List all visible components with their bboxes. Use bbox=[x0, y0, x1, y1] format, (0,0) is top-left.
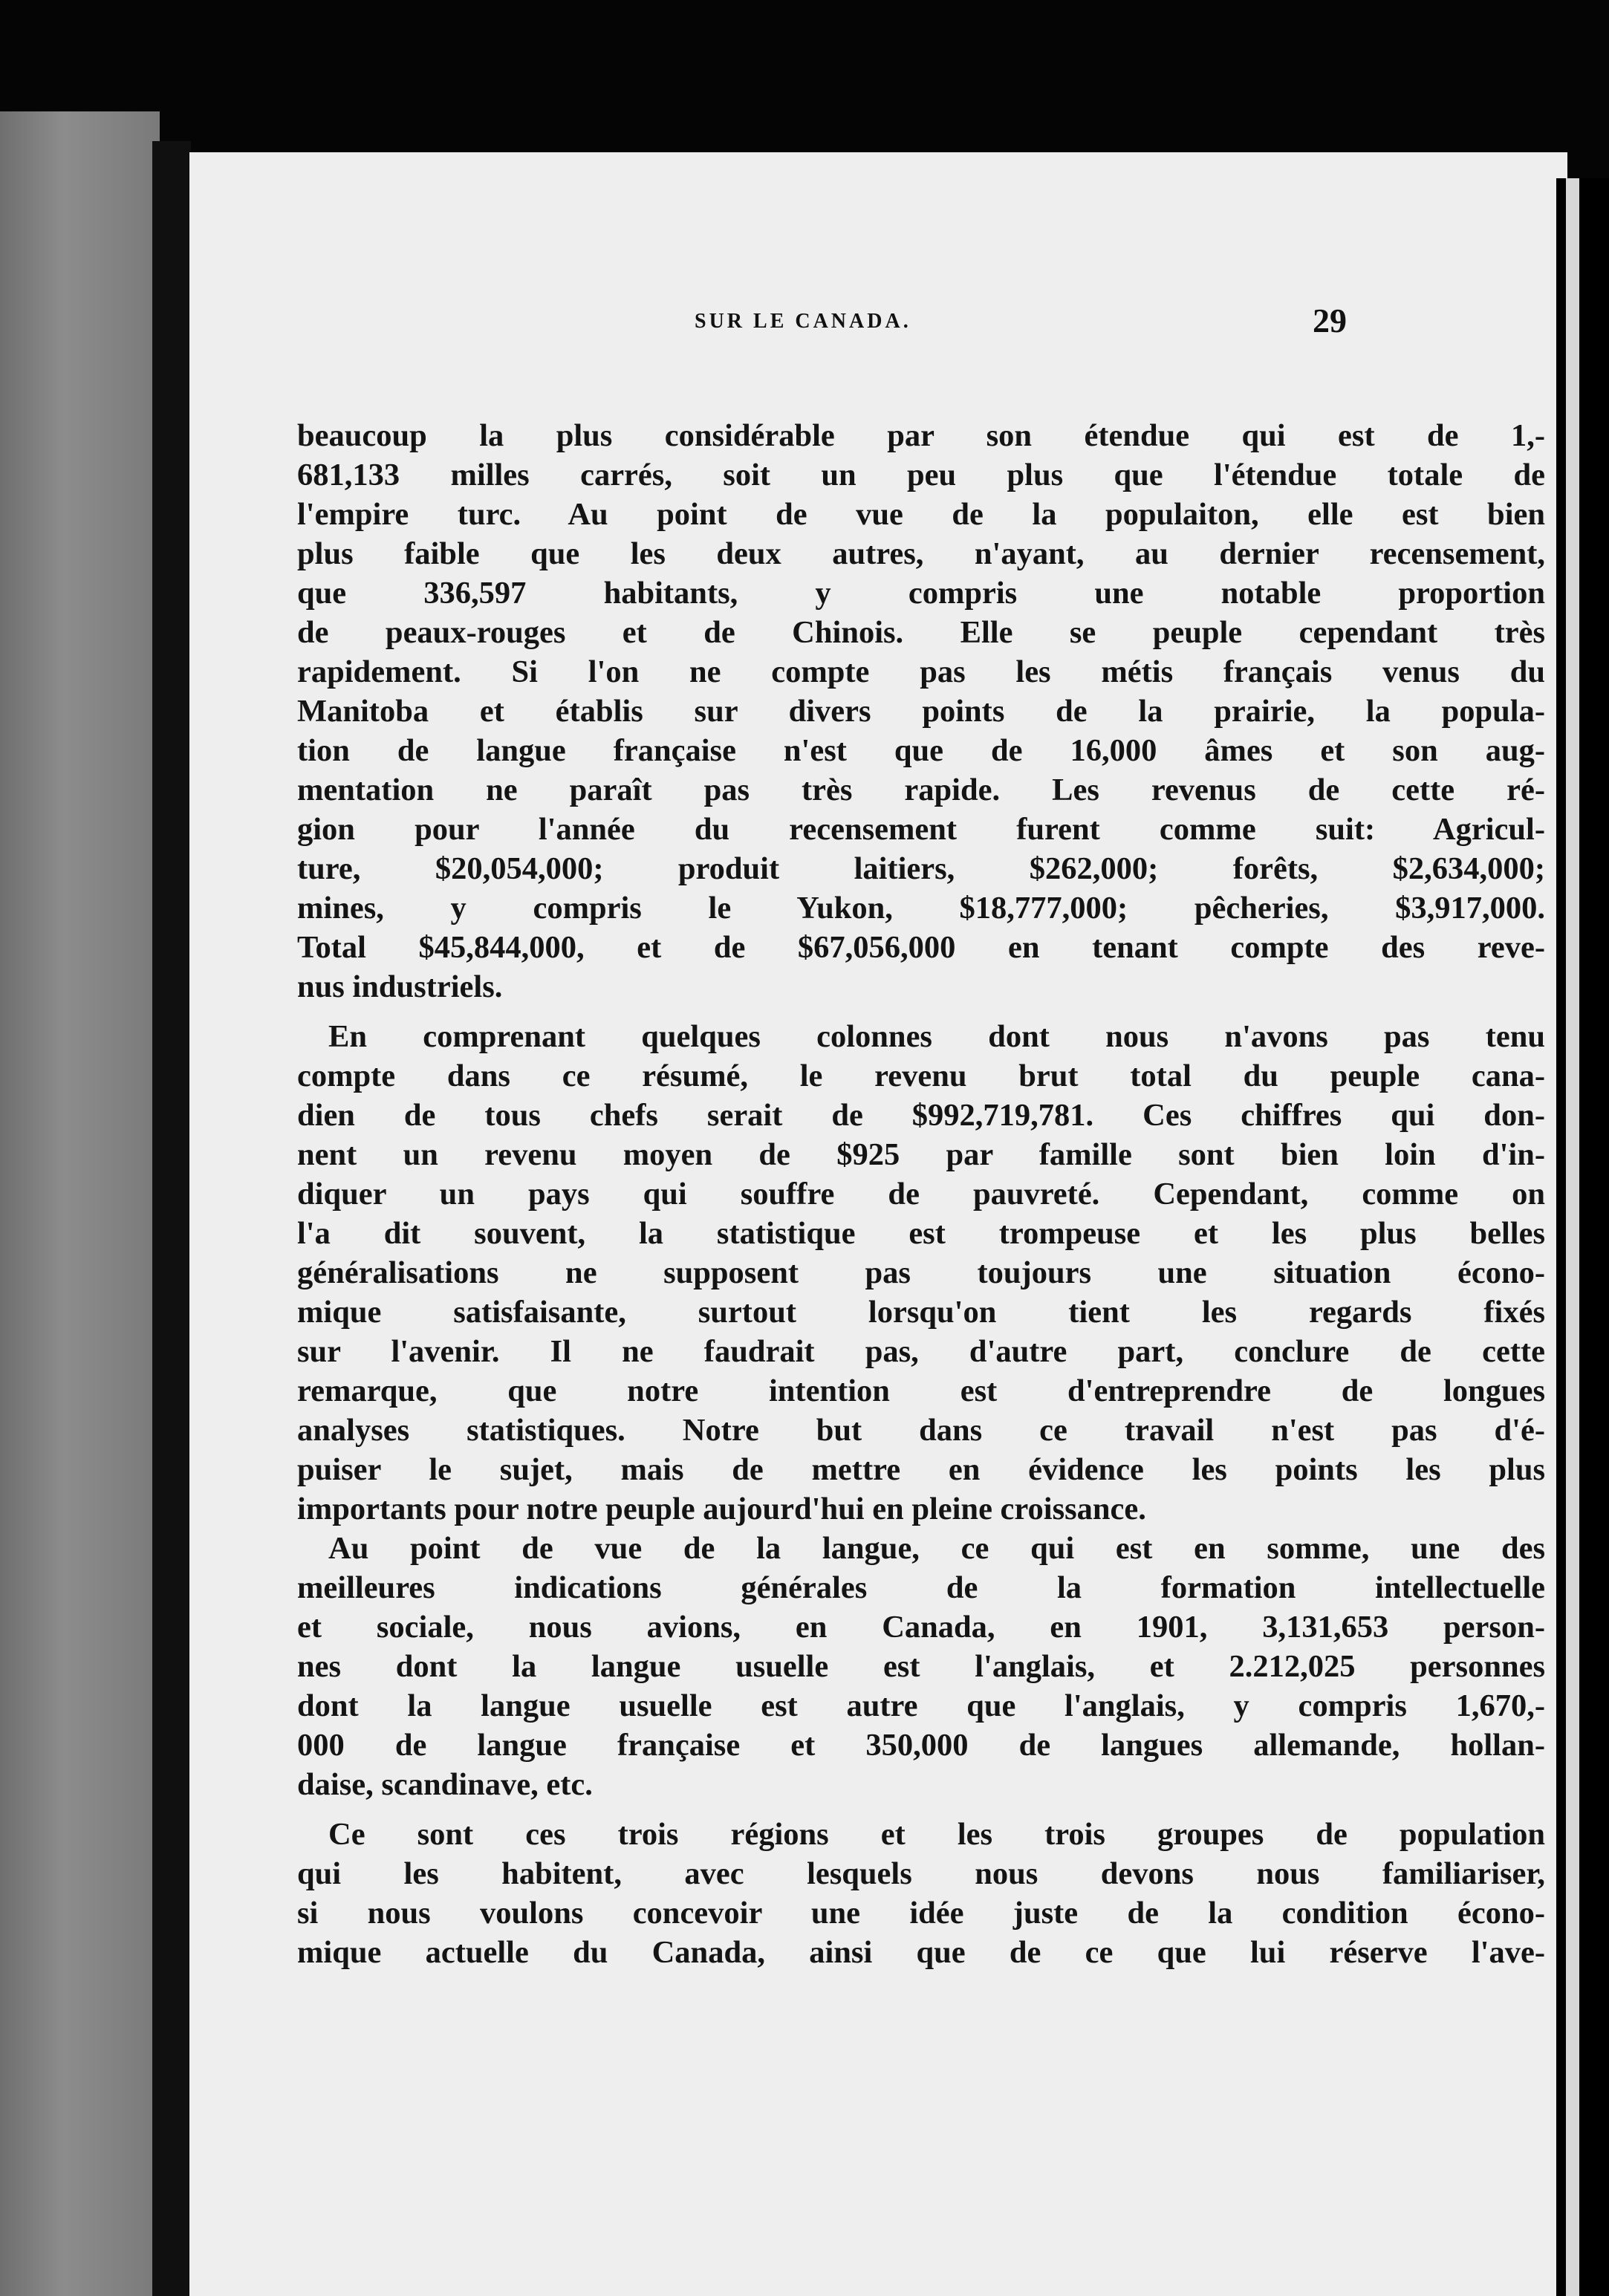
paragraph-4 bbox=[297, 1815, 1545, 1854]
text-line: sur l'avenir. Il ne faudrait pas, d'autre part, conclure de cette bbox=[297, 1334, 1545, 1369]
text-line: rapidement. Si l'on ne compte pas les métis français venus du bbox=[297, 654, 1545, 689]
text-line: mique actuelle du Canada, ainsi que de ce que lui réserve l'ave- bbox=[297, 1935, 1545, 1970]
text-line: importants pour notre peuple aujourd'hui en pleine croissance. bbox=[297, 1492, 1146, 1526]
text-line: mique satisfaisante, surtout lorsqu'on tient les regards fixés bbox=[297, 1295, 1545, 1330]
text-line: Ce sont ces trois régions et les trois groupes de population bbox=[328, 1817, 1545, 1852]
text-line: si nous voulons concevoir une idée juste de la condition écono- bbox=[297, 1896, 1545, 1931]
running-head: SUR LE CANADA. bbox=[695, 310, 911, 333]
text-line: ture, $20,054,000; produit laitiers, $262,000; forêts, $2,634,000; bbox=[297, 851, 1545, 886]
text-line: Au point de vue de la langue, ce qui est en somme, une des bbox=[328, 1531, 1545, 1566]
text-line: l'empire turc. Au point de vue de la populaiton, elle est bien bbox=[297, 497, 1545, 532]
paragraph-4-body bbox=[297, 1854, 1545, 1972]
right-margin-shadow bbox=[1556, 178, 1609, 2296]
text-line: plus faible que les deux autres, n'ayant, au dernier recensement, bbox=[297, 536, 1545, 571]
previous-page-edge bbox=[0, 111, 160, 2296]
text-line: Total $45,844,000, et de $67,056,000 en tenant compte des reve- bbox=[297, 930, 1545, 965]
text-line: tion de langue française n'est que de 16,000 âmes et son aug- bbox=[297, 733, 1545, 768]
paragraph-3-body bbox=[297, 1568, 1545, 1804]
text-line: puiser le sujet, mais de mettre en évidence les points les plus bbox=[297, 1452, 1545, 1487]
right-page-edge bbox=[1566, 178, 1579, 2296]
text-line: mentation ne paraît pas très rapide. Les revenus de cette ré- bbox=[297, 773, 1545, 807]
text-line: gion pour l'année du recensement furent comme suit: Agricul- bbox=[297, 812, 1545, 847]
text-line: qui les habitent, avec lesquels nous devons nous familiariser, bbox=[297, 1856, 1545, 1891]
book-page bbox=[189, 152, 1567, 2296]
text-line: daise, scandinave, etc. bbox=[297, 1767, 593, 1802]
text-line: nes dont la langue usuelle est l'anglais, et 2.212,025 personnes bbox=[297, 1649, 1545, 1684]
text-line: beaucoup la plus considérable par son étendue qui est de 1,- bbox=[297, 418, 1545, 453]
text-line: 000 de langue française et 350,000 de langues allemande, hollan- bbox=[297, 1728, 1545, 1763]
text-line: nent un revenu moyen de $925 par famille sont bien loin d'in- bbox=[297, 1137, 1545, 1172]
paragraph-3 bbox=[297, 1529, 1545, 1568]
text-line: En comprenant quelques colonnes dont nous n'avons pas tenu bbox=[328, 1019, 1545, 1054]
text-line: que 336,597 habitants, y compris une notable proportion bbox=[297, 576, 1545, 611]
book-gutter bbox=[152, 141, 191, 2296]
body-text bbox=[297, 416, 1545, 1972]
text-line: de peaux-rouges et de Chinois. Elle se peuple cependant très bbox=[297, 615, 1545, 650]
page-number: 29 bbox=[1313, 302, 1347, 339]
paragraph-2 bbox=[297, 1017, 1545, 1056]
text-line: dont la langue usuelle est autre que l'anglais, y compris 1,670,- bbox=[297, 1688, 1545, 1723]
paragraph-1 bbox=[297, 416, 1545, 1006]
text-line: analyses statistiques. Notre but dans ce travail n'est pas d'é- bbox=[297, 1413, 1545, 1448]
text-line: généralisations ne supposent pas toujours une situation écono- bbox=[297, 1255, 1545, 1290]
text-line: nus industriels. bbox=[297, 969, 503, 1004]
text-line: diquer un pays qui souffre de pauvreté. Cependant, comme on bbox=[297, 1177, 1545, 1212]
text-line: l'a dit souvent, la statistique est trompeuse et les plus belles bbox=[297, 1216, 1545, 1251]
text-line: et sociale, nous avions, en Canada, en 1901, 3,131,653 person- bbox=[297, 1610, 1545, 1645]
text-line: mines, y compris le Yukon, $18,777,000; pêcheries, $3,917,000. bbox=[297, 891, 1545, 926]
text-line: 681,133 milles carrés, soit un peu plus que l'étendue totale de bbox=[297, 458, 1545, 492]
text-line: meilleures indications générales de la formation intellectuelle bbox=[297, 1570, 1545, 1605]
paragraph-2-body bbox=[297, 1056, 1545, 1529]
text-line: dien de tous chefs serait de $992,719,781. Ces chiffres qui don- bbox=[297, 1098, 1545, 1133]
text-line: Manitoba et établis sur divers points de la prairie, la popula- bbox=[297, 694, 1545, 729]
text-line: compte dans ce résumé, le revenu brut total du peuple cana- bbox=[297, 1058, 1545, 1093]
text-line: remarque, que notre intention est d'entreprendre de longues bbox=[297, 1373, 1545, 1408]
